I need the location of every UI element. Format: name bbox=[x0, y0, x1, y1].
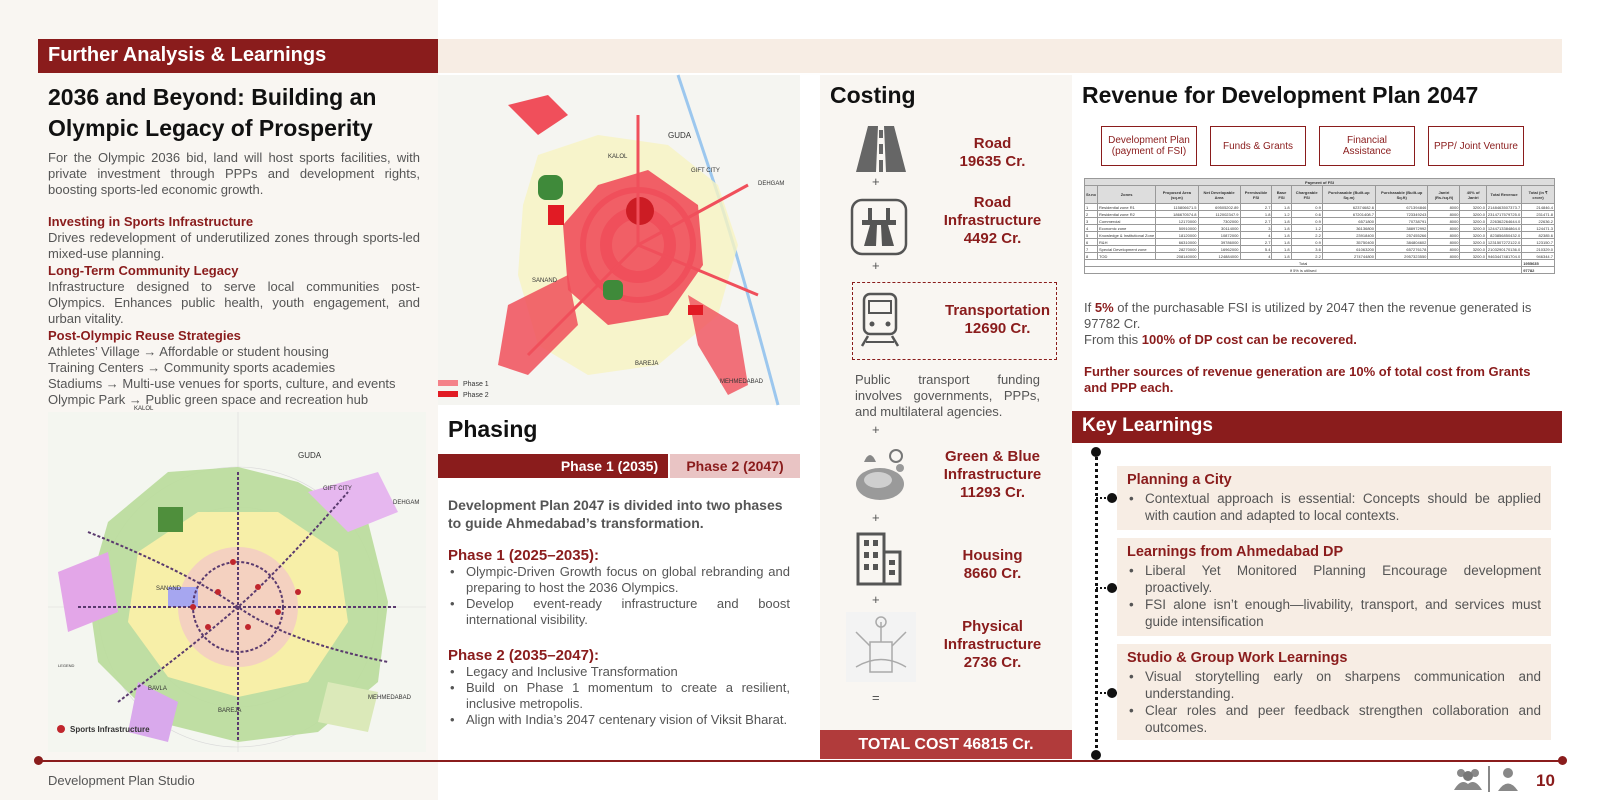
table-cell: 5 bbox=[1085, 232, 1098, 239]
person-icon bbox=[1496, 766, 1520, 797]
table-cell: 2.2 bbox=[1291, 253, 1322, 260]
table-cell: 1244713384864.0 bbox=[1487, 225, 1521, 231]
table-cell: 39786000 bbox=[1198, 239, 1240, 246]
phase-bar bbox=[438, 454, 800, 478]
table-cell: Economic zone bbox=[1098, 225, 1156, 232]
transport-note: Public transport funding involves governments, PPPs, and multilateral agencies. bbox=[855, 372, 1040, 419]
cost-road-infrastructure: Road Infrastructure 4492 Cr. bbox=[943, 194, 1042, 247]
table-cell: 0.9 bbox=[1291, 218, 1322, 225]
text-run: of the purchasable FSI is utilized by 2047 then the revenue generated is 97782 Cr. bbox=[1084, 300, 1532, 331]
revenue-source-funds: Funds & Grants bbox=[1210, 126, 1306, 166]
building-icon bbox=[850, 530, 912, 592]
table-cell: 3200.0 bbox=[1460, 225, 1486, 232]
revenue-para-3 bbox=[1084, 364, 1554, 396]
map-label: DEHGAM bbox=[393, 500, 420, 506]
table-cell: 3200.0 bbox=[1460, 239, 1486, 246]
table-cell: 208140000 bbox=[1156, 253, 1198, 260]
train-icon bbox=[858, 290, 920, 352]
table-cell: 8 bbox=[1085, 253, 1098, 260]
learning-item: • Clear roles and peer feedback strengthen collaboration and outcomes. bbox=[1127, 702, 1541, 736]
table-cell: 124884000 bbox=[1198, 253, 1240, 260]
section-heading: Investing in Sports Infrastructure bbox=[48, 214, 254, 229]
table-cell: 823856850432.0 bbox=[1486, 232, 1521, 239]
footer-dot bbox=[34, 756, 43, 765]
table-row bbox=[1085, 225, 1555, 232]
table-header-cell: Total Revenue bbox=[1486, 186, 1521, 204]
table-row bbox=[1085, 239, 1555, 246]
footer-studio-name: Development Plan Studio bbox=[48, 773, 195, 788]
text-run: If bbox=[1084, 300, 1095, 315]
learning-item: • FSI alone isn’t enough—livability, transport, and services must guide intensification bbox=[1127, 596, 1541, 630]
equals-sign: = bbox=[872, 690, 880, 705]
table-group-header: Payment of FSI bbox=[1085, 179, 1555, 186]
map-legend-item: Phase 2 bbox=[463, 392, 489, 399]
table-cell: 1.2 bbox=[1291, 225, 1322, 232]
table-cell: 186670574.8 bbox=[1156, 211, 1198, 218]
table-header-row bbox=[1085, 186, 1555, 204]
map-label: GIFT CITY bbox=[691, 168, 720, 174]
table-util-row bbox=[1085, 267, 1555, 274]
cost-physical-infrastructure: Physical Infrastructure 2736 Cr. bbox=[943, 618, 1042, 671]
cost-transportation: Transportation 12690 Cr. bbox=[944, 302, 1050, 337]
table-cell: 12170000 bbox=[1156, 218, 1198, 225]
fsi-payment-table bbox=[1084, 178, 1555, 290]
table-cell: 5.4 bbox=[1240, 246, 1272, 253]
table-cell: 226362264644.0 bbox=[1486, 218, 1521, 225]
table-header-cell: Zones bbox=[1098, 186, 1156, 204]
table-cell: 0.6 bbox=[1291, 211, 1322, 218]
table-cell: 28270000 bbox=[1156, 246, 1198, 253]
table-cell: 23918400 bbox=[1322, 232, 1375, 239]
table-cell: 1.8 bbox=[1272, 239, 1291, 246]
table-cell: 8000 bbox=[1428, 232, 1460, 239]
table-header-cell: Total (in ₹ crore) bbox=[1522, 186, 1555, 204]
left-section-sports bbox=[48, 214, 420, 262]
table-cell: 22636.2 bbox=[1522, 218, 1555, 225]
table-cell: 2 bbox=[1085, 211, 1098, 218]
map-label: KALOL bbox=[608, 154, 628, 160]
table-cell: 35750400 bbox=[1322, 239, 1375, 246]
text-run: From this bbox=[1084, 332, 1142, 347]
header-band bbox=[438, 39, 1562, 73]
table-cell: Knowledge & Institutional Zone bbox=[1099, 232, 1155, 238]
learning-heading: Planning a City bbox=[1127, 472, 1232, 488]
table-cell: 0.9 bbox=[1291, 239, 1322, 246]
plus-sign: + bbox=[872, 174, 880, 189]
table-cell: 3200.0 bbox=[1460, 211, 1486, 218]
phase2-block bbox=[448, 648, 790, 728]
phase1-item: • Develop event-ready infrastructure and boost international visibility. bbox=[448, 596, 790, 628]
cost-road: Road 19635 Cr. bbox=[959, 135, 1026, 170]
timeline-dot bbox=[1107, 493, 1117, 503]
section-heading: Post-Olympic Reuse Strategies bbox=[48, 328, 241, 343]
reuse-item: Training Centers → Community sports academies bbox=[48, 360, 336, 375]
footer-divider bbox=[1488, 766, 1490, 792]
table-cell: 257455266 bbox=[1376, 232, 1428, 239]
table-row bbox=[1085, 253, 1555, 260]
nature-icon bbox=[850, 444, 912, 506]
table-cell: 1.8 bbox=[1272, 246, 1291, 253]
table-cell: 7 bbox=[1085, 246, 1098, 253]
table-cell: Commercial bbox=[1098, 218, 1156, 225]
phase2-item: • Build on Phase 1 momentum to create a resilient, inclusive metropolis. bbox=[448, 680, 790, 712]
timeline-dot bbox=[1091, 447, 1101, 457]
table-cell: 1.8 bbox=[1272, 232, 1291, 239]
sports-infrastructure-map bbox=[48, 406, 426, 752]
phase1-item: • Olympic-Driven Growth focus on global rebranding and preparing to host the 2036 Olympics. bbox=[448, 564, 790, 596]
table-row bbox=[1085, 232, 1555, 239]
map-label: GUDA bbox=[668, 131, 692, 140]
table-cell: 8000 bbox=[1428, 246, 1460, 253]
map-legend-item: Phase 1 bbox=[463, 381, 489, 388]
reuse-item: Olympic Park → Public green space and recreation hub bbox=[48, 392, 369, 407]
cost-green-blue: Green & Blue Infrastructure 11293 Cr. bbox=[943, 448, 1042, 501]
table-cell: 2103290170136.0 bbox=[1487, 246, 1521, 252]
table-cell: 1.2 bbox=[1272, 211, 1291, 218]
table-cell: 2.7 bbox=[1240, 204, 1272, 211]
table-cell: 61063200 bbox=[1322, 246, 1375, 253]
table-cell: 8000 bbox=[1428, 218, 1460, 225]
table-cell: 946344.7 bbox=[1522, 253, 1555, 260]
left-section-legacy bbox=[48, 263, 420, 327]
table-cell: 214846.4 bbox=[1522, 204, 1555, 211]
table-cell: 69505202.89 bbox=[1198, 204, 1240, 211]
table-cell: 4 bbox=[1085, 225, 1098, 232]
phase2-item: • Legacy and Inclusive Transformation bbox=[448, 664, 790, 680]
learning-heading: Studio & Group Work Learnings bbox=[1127, 650, 1348, 666]
table-cell: 3200.0 bbox=[1460, 253, 1486, 260]
learning-card-studio bbox=[1117, 644, 1551, 740]
table-cell: Special Development zone bbox=[1098, 246, 1156, 253]
table-cell: 6571800 bbox=[1322, 218, 1375, 225]
map-label: BAREJA bbox=[635, 361, 659, 367]
reuse-item: Athletes’ Village → Affordable or student housing bbox=[48, 344, 329, 359]
table-cell: 124471.3 bbox=[1522, 225, 1555, 232]
phase1-heading: Phase 1 (2025–2035): bbox=[448, 547, 599, 564]
table-cell: 4 bbox=[1240, 253, 1272, 260]
phase1-tab: Phase 1 (2035) bbox=[551, 454, 670, 478]
table-cell: 231471.8 bbox=[1522, 211, 1555, 218]
map-label: BAVLA bbox=[148, 686, 167, 692]
phasing-title: Phasing bbox=[448, 416, 538, 442]
table-cell: Residential zone R2 bbox=[1098, 211, 1156, 218]
table-cell: 388972992 bbox=[1376, 225, 1428, 232]
table-row bbox=[1085, 246, 1555, 253]
table-cell: 62374682.6 bbox=[1322, 204, 1375, 211]
table-cell: 82385.6 bbox=[1522, 232, 1555, 239]
table-cell: 210329.0 bbox=[1522, 246, 1555, 253]
learning-card-planning bbox=[1117, 466, 1551, 530]
footer-dot bbox=[1558, 756, 1567, 765]
map-label: MEHMEDABAD bbox=[720, 379, 764, 385]
table-cell: 2148463507373.7 bbox=[1487, 204, 1521, 210]
text-run-bold: 100% of DP cost can be recovered. bbox=[1141, 332, 1357, 347]
table-total-row bbox=[1085, 260, 1555, 267]
cost-housing: Housing 8660 Cr. bbox=[962, 547, 1023, 582]
table-header-cell: Proposed Area (sq.m) bbox=[1156, 186, 1198, 204]
table-header-cell: Chargeable FSI bbox=[1291, 186, 1322, 204]
timeline-dot bbox=[1091, 750, 1101, 760]
table-cell: 2.2 bbox=[1291, 232, 1322, 239]
learning-heading: Learnings from Ahmedabad DP bbox=[1127, 544, 1344, 560]
text-run-bold: Further sources of revenue generation are 10% of total cost from Grants and PPP each. bbox=[1084, 364, 1531, 395]
table-cell: 16962000 bbox=[1198, 246, 1240, 253]
phase-bar-filler bbox=[438, 454, 551, 478]
learning-card-ahmedabad bbox=[1117, 538, 1551, 636]
table-header-cell: Jantri (Rs./sq.ft) bbox=[1428, 186, 1460, 204]
table-cell: 1 bbox=[1085, 204, 1098, 211]
table-cell: 9463447481704.0 bbox=[1487, 253, 1521, 259]
intro-text: For the Olympic 2036 bid, land will host sports facilities, with private investment through PPPs and development rights, boosting sports-led economic growth. bbox=[48, 150, 420, 197]
phase2-heading: Phase 2 (2035–2047): bbox=[448, 647, 599, 664]
phase1-block bbox=[448, 548, 790, 628]
table-cell: 8000 bbox=[1428, 225, 1460, 232]
phasing-lead: Development Plan 2047 is divided into two phases to guide Ahmedabad’s transformation. bbox=[448, 497, 783, 531]
table-cell: 67201408.7 bbox=[1322, 211, 1375, 218]
map-legend-title: LEGEND bbox=[58, 663, 75, 668]
table-cell: 112002347.9 bbox=[1198, 211, 1240, 218]
utilities-icon bbox=[846, 612, 916, 682]
table-cell: 3200.0 bbox=[1460, 246, 1486, 253]
revenue-source-ppp: PPP/ Joint Venture bbox=[1428, 126, 1524, 166]
map-label: SANAND bbox=[156, 586, 182, 592]
revenue-para-2 bbox=[1084, 332, 1554, 348]
highway-sign-icon bbox=[850, 198, 912, 260]
table-cell: 4 bbox=[1240, 232, 1272, 239]
footer-rule bbox=[38, 760, 1562, 762]
table-cell: 66310000 bbox=[1156, 239, 1198, 246]
learning-item: • Visual storytelling early on sharpens communication and understanding. bbox=[1127, 668, 1541, 702]
table-cell: 0.9 bbox=[1291, 204, 1322, 211]
table-cell: 2.7 bbox=[1240, 239, 1272, 246]
road-icon bbox=[850, 124, 912, 186]
revenue-para-1 bbox=[1084, 300, 1554, 332]
text-run-bold: 5% bbox=[1094, 300, 1114, 315]
table-cell: 18120000 bbox=[1156, 232, 1198, 239]
table-cell: 3200.0 bbox=[1460, 232, 1486, 239]
phase2-swatch bbox=[438, 391, 458, 397]
revenue-source-financial: Financial Assistance bbox=[1319, 126, 1415, 166]
table-cell: 1.8 bbox=[1272, 218, 1291, 225]
phasing-map bbox=[438, 75, 800, 405]
page-number: 10 bbox=[1536, 771, 1555, 790]
table-cell: 50910000 bbox=[1156, 225, 1198, 232]
table-cell: 6 bbox=[1085, 239, 1098, 246]
group-icon bbox=[1452, 766, 1484, 797]
table-cell: 1.8 bbox=[1240, 211, 1272, 218]
table-cell: TOD bbox=[1098, 253, 1156, 260]
table-cell: 2.7 bbox=[1240, 218, 1272, 225]
table-cell: 1.8 bbox=[1272, 204, 1291, 211]
table-util-label: If 5% is utilised bbox=[1085, 267, 1522, 274]
table-header-cell: Purchasable (Built-up Sq.m) bbox=[1322, 186, 1375, 204]
phase2-tab: Phase 2 (2047) bbox=[670, 454, 800, 478]
table-total-label: Total bbox=[1085, 260, 1522, 267]
table-cell: 3 bbox=[1085, 218, 1098, 225]
table-header-cell: 40% of Jantri bbox=[1460, 186, 1486, 204]
table-cell: 384804602 bbox=[1376, 239, 1428, 246]
phase2-item: • Align with India’s 2047 centenary vision of Viksit Bharat. bbox=[448, 712, 790, 728]
sports-legend-icon bbox=[57, 725, 65, 733]
table-cell: 723349243 bbox=[1376, 211, 1428, 218]
table-header-cell: Base FSI bbox=[1272, 186, 1291, 204]
map-label: GUDA bbox=[298, 451, 322, 460]
map-label: SANAND bbox=[532, 278, 558, 284]
table-header-cell: Purchasable (Built-up Sq.ft) bbox=[1376, 186, 1428, 204]
table-cell: 70738791 bbox=[1376, 218, 1428, 225]
table-total-value: 1955635 bbox=[1522, 260, 1555, 267]
plus-sign: + bbox=[872, 592, 880, 607]
table-cell: 3200.0 bbox=[1460, 204, 1486, 211]
table-cell: 8000 bbox=[1428, 239, 1460, 246]
total-cost: TOTAL COST 46815 Cr. bbox=[820, 730, 1072, 759]
plus-sign: + bbox=[872, 422, 880, 437]
phase1-swatch bbox=[438, 380, 458, 386]
section-body: Infrastructure designed to serve local communities post-Olympics. Enhances public health, youth engagement, and urban vitality. bbox=[48, 279, 420, 326]
table-cell: 3.6 bbox=[1291, 246, 1322, 253]
section-body: Drives redevelopment of underutilized zones through sports-led mixed-use planning. bbox=[48, 230, 420, 261]
costing-title: Costing bbox=[830, 82, 916, 108]
section-header: Further Analysis & Learnings bbox=[38, 39, 438, 73]
table-cell: 36136800 bbox=[1322, 225, 1375, 232]
map-label: KALOL bbox=[134, 406, 154, 412]
table-cell: 2957323550 bbox=[1376, 253, 1428, 260]
table-row bbox=[1085, 211, 1555, 218]
table-cell: 1231507272122.0 bbox=[1487, 239, 1521, 245]
revenue-source-dp: Development Plan (payment of FSI) bbox=[1101, 126, 1197, 166]
table-cell: 8000 bbox=[1428, 204, 1460, 211]
map-label: GIFT CITY bbox=[323, 486, 352, 492]
table-cell: 8000 bbox=[1428, 211, 1460, 218]
table-row bbox=[1085, 218, 1555, 225]
table-cell: 30114000 bbox=[1198, 225, 1240, 232]
table-row bbox=[1085, 204, 1555, 211]
timeline-dot bbox=[1107, 688, 1117, 698]
section-heading: Long-Term Community Legacy bbox=[48, 263, 239, 278]
table-cell: 10872000 bbox=[1198, 232, 1240, 239]
table-cell: 8000 bbox=[1428, 253, 1460, 260]
table-cell: 2314717579725.0 bbox=[1487, 211, 1521, 217]
table-cell: Residential zone R1 bbox=[1098, 204, 1156, 211]
timeline-dot bbox=[1107, 583, 1117, 593]
table-cell: 3 bbox=[1240, 225, 1272, 232]
learning-item: • Contextual approach is essential: Concepts should be applied with caution and adapted to local contexts. bbox=[1127, 490, 1541, 524]
table-cell: 115806671.5 bbox=[1156, 204, 1198, 211]
table-header-cell: Permissible FSI bbox=[1240, 186, 1272, 204]
map-label: BAREJA bbox=[218, 708, 242, 714]
map-legend-item: Sports Infrastructure bbox=[70, 725, 150, 734]
plus-sign: + bbox=[872, 510, 880, 525]
learning-item: • Liberal Yet Monitored Planning Encourage development proactively. bbox=[1127, 562, 1541, 596]
table-util-value: 97782 bbox=[1522, 267, 1555, 274]
map-label: DEHGAM bbox=[758, 181, 785, 187]
table-cell: 657276178 bbox=[1376, 246, 1428, 253]
revenue-title: Revenue for Development Plan 2047 bbox=[1082, 82, 1479, 108]
table-cell: 274744800 bbox=[1322, 253, 1375, 260]
table-header-cell: Net Developable Area bbox=[1198, 186, 1240, 204]
revenue-text bbox=[1084, 300, 1554, 396]
map-label: MEHMEDABAD bbox=[368, 695, 412, 701]
plus-sign: + bbox=[872, 258, 880, 273]
table-cell: 671394846 bbox=[1376, 204, 1428, 211]
table-cell: R&H bbox=[1098, 239, 1156, 246]
table-cell: 7302000 bbox=[1198, 218, 1240, 225]
table-header-cell: Sr.no bbox=[1085, 186, 1098, 204]
key-learnings-header: Key Learnings bbox=[1072, 411, 1562, 443]
table-cell: 1.8 bbox=[1272, 253, 1291, 260]
reuse-item: Stadiums → Multi-use venues for sports, culture, and events bbox=[48, 376, 396, 391]
left-section-reuse bbox=[48, 328, 420, 408]
page-title: 2036 and Beyond: Building an Olympic Legacy of Prosperity bbox=[48, 84, 377, 141]
table-cell: 1.8 bbox=[1272, 225, 1291, 232]
table-cell: 123150.7 bbox=[1522, 239, 1555, 246]
table-cell: 3200.0 bbox=[1460, 218, 1486, 225]
